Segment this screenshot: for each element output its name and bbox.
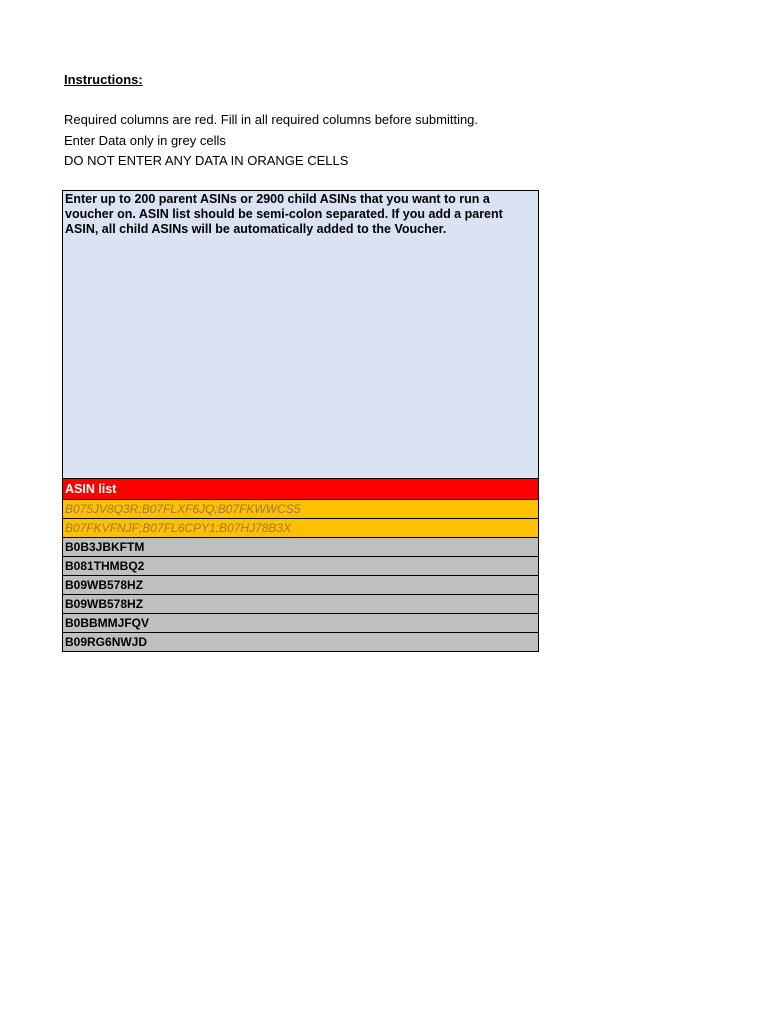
- asin-input-cell[interactable]: B09WB578HZ: [63, 595, 538, 614]
- asin-description-cell: Enter up to 200 parent ASINs or 2900 child ASINs that you want to run a voucher on. ASIN list should be semi-colon separated. If you add a parent ASIN, all child ASINs will be automatically added to the Voucher.: [63, 191, 538, 479]
- asin-list-header: ASIN list: [63, 479, 538, 500]
- instruction-orange-cells: DO NOT ENTER ANY DATA IN ORANGE CELLS: [64, 153, 349, 168]
- example-row: B07FKVFNJF;B07FL6CPY1;B07HJ78B3X: [63, 519, 538, 538]
- asin-input-cell[interactable]: B09WB578HZ: [63, 576, 538, 595]
- asin-input-cell[interactable]: B0B3JBKFTM: [63, 538, 538, 557]
- asin-sheet: [62, 190, 539, 652]
- asin-input-cell[interactable]: B09RG6NWJD: [63, 633, 538, 652]
- instructions-heading: Instructions:: [64, 72, 143, 87]
- asin-input-cell[interactable]: B0BBMMJFQV: [63, 614, 538, 633]
- instruction-required-columns: Required columns are red. Fill in all required columns before submitting.: [64, 112, 479, 127]
- instruction-grey-cells: Enter Data only in grey cells: [64, 133, 226, 148]
- example-row: B075JV8Q3R;B07FLXF6JQ;B07FKWWCS5: [63, 500, 538, 519]
- asin-input-cell[interactable]: B081THMBQ2: [63, 557, 538, 576]
